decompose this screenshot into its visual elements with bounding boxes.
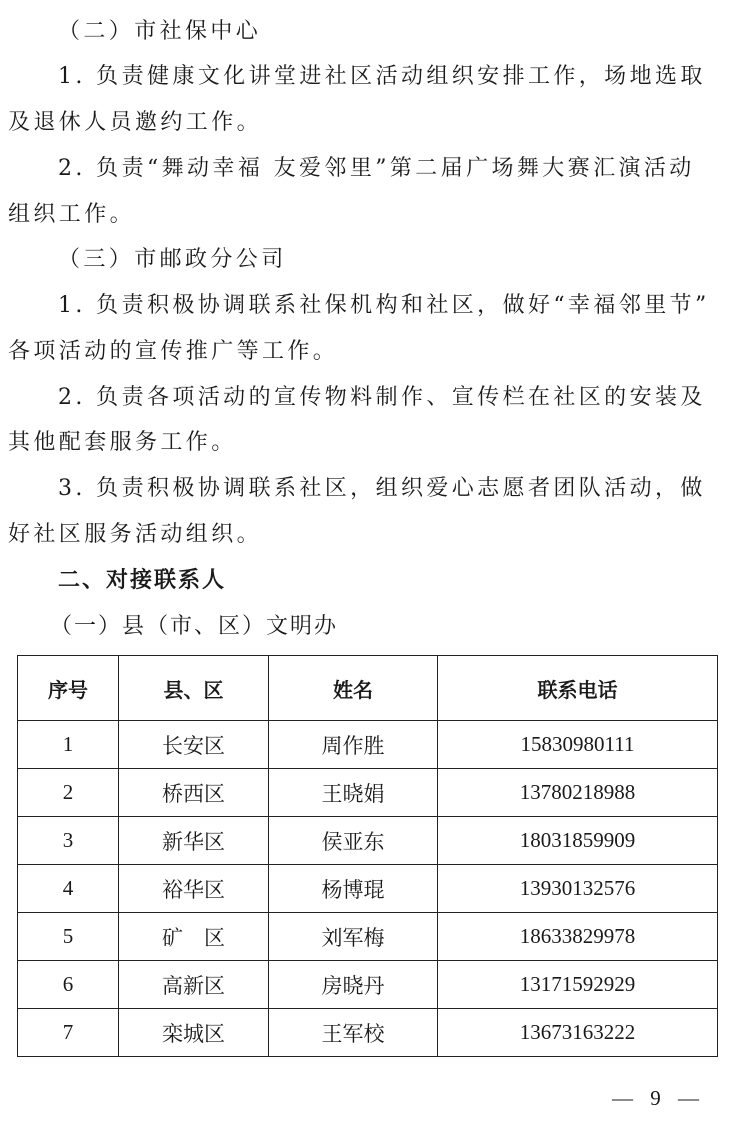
table-header-row — [18, 656, 718, 721]
cell-index: 3 — [18, 817, 119, 865]
cell-index: 7 — [18, 1009, 119, 1057]
cell-name: 房晓丹 — [269, 961, 438, 1009]
cell-district: 新华区 — [119, 817, 269, 865]
cell-name: 王军校 — [269, 1009, 438, 1057]
paragraph-line: 3. 负责积极协调联系社区，组织爱心志愿者团队活动，做 — [58, 476, 706, 501]
header-index: 序号 — [18, 656, 119, 721]
section-heading-post: （三）市邮政分公司 — [58, 247, 287, 272]
table-row — [18, 721, 718, 769]
cell-phone: 18031859909 — [438, 817, 718, 865]
table-row — [18, 961, 718, 1009]
cell-name: 王晓娟 — [269, 769, 438, 817]
paragraph-line: 组织工作。 — [8, 202, 136, 227]
page-number: — 9 — — [612, 1086, 705, 1110]
header-district: 县、区 — [119, 656, 269, 721]
cell-name: 周作胜 — [269, 721, 438, 769]
cell-name: 杨博琨 — [269, 865, 438, 913]
paragraph-line: 2. 负责各项活动的宣传物料制作、宣传栏在社区的安装及 — [58, 385, 706, 410]
cell-phone: 13780218988 — [438, 769, 718, 817]
header-phone: 联系电话 — [438, 656, 718, 721]
cell-district: 矿 区 — [119, 913, 269, 961]
cell-index: 1 — [18, 721, 119, 769]
cell-index: 6 — [18, 961, 119, 1009]
cell-district: 栾城区 — [119, 1009, 269, 1057]
contacts-subheading: （一）县（市、区）文明办 — [50, 614, 339, 639]
paragraph-line: 及退休人员邀约工作。 — [8, 110, 263, 135]
cell-district: 高新区 — [119, 961, 269, 1009]
cell-index: 2 — [18, 769, 119, 817]
header-name: 姓名 — [269, 656, 438, 721]
cell-name: 侯亚东 — [269, 817, 438, 865]
paragraph-line: 1. 负责积极协调联系社保机构和社区，做好“幸福邻里节” — [58, 293, 710, 318]
cell-district: 长安区 — [119, 721, 269, 769]
cell-phone: 13171592929 — [438, 961, 718, 1009]
contacts-table — [17, 655, 718, 1057]
cell-name: 刘军梅 — [269, 913, 438, 961]
paragraph-line: 好社区服务活动组织。 — [8, 522, 263, 547]
paragraph-line: 2. 负责“舞动幸福 友爱邻里”第二届广场舞大赛汇演活动 — [58, 156, 695, 181]
cell-index: 4 — [18, 865, 119, 913]
cell-phone: 13673163222 — [438, 1009, 718, 1057]
table-row — [18, 769, 718, 817]
cell-district: 桥西区 — [119, 769, 269, 817]
section-heading-social-security: （二）市社保中心 — [58, 19, 262, 44]
paragraph-line: 各项活动的宣传推广等工作。 — [8, 339, 339, 364]
table-row — [18, 817, 718, 865]
paragraph-line: 其他配套服务工作。 — [8, 430, 237, 455]
cell-phone: 15830980111 — [438, 721, 718, 769]
table-row — [18, 913, 718, 961]
paragraph-line: 1. 负责健康文化讲堂进社区活动组织安排工作，场地选取 — [58, 64, 706, 89]
cell-phone: 18633829978 — [438, 913, 718, 961]
contacts-heading: 二、对接联系人 — [58, 568, 227, 593]
cell-district: 裕华区 — [119, 865, 269, 913]
table-row — [18, 1009, 718, 1057]
cell-phone: 13930132576 — [438, 865, 718, 913]
table-row — [18, 865, 718, 913]
cell-index: 5 — [18, 913, 119, 961]
